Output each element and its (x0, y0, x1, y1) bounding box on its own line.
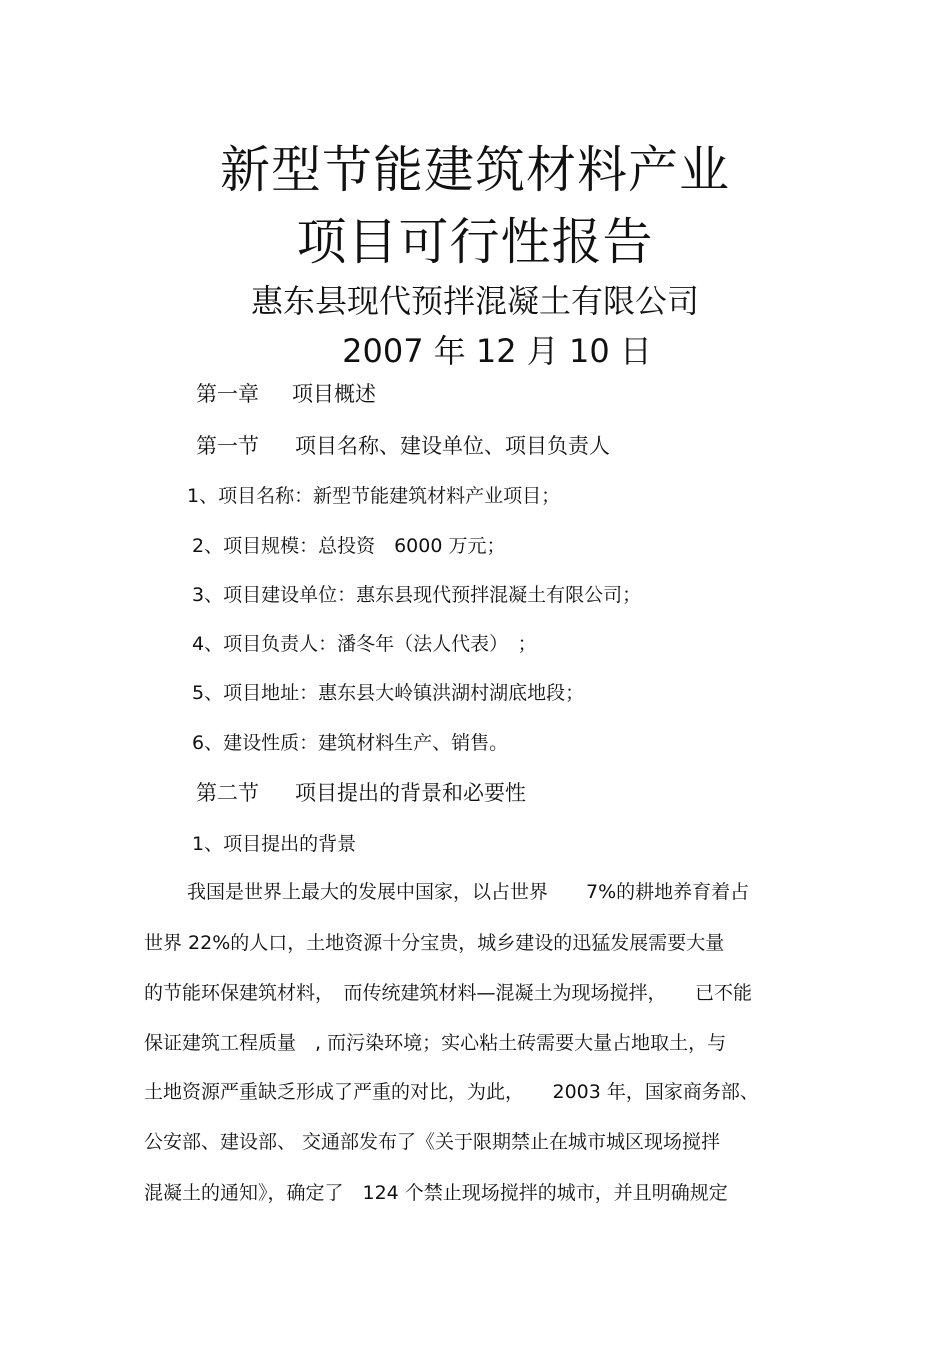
project-item-4: 4、项目负责人：潘冬年（法人代表） ； (192, 633, 537, 655)
section-number: 第一节 (196, 434, 259, 458)
section-heading-1 (196, 430, 610, 460)
project-item-6: 6、建设性质：建筑材料生产、销售。 (192, 732, 509, 754)
project-item-3: 3、项目建设单位：惠东县现代预拌混凝土有限公司； (192, 584, 642, 606)
body-line: 公安部、建设部、 交通部发布了《关于限期禁止在城市城区现场搅拌 (144, 1131, 721, 1153)
section-title: 项目名称、建设单位、项目负责人 (295, 434, 610, 458)
chapter-title: 项目概述 (292, 382, 376, 406)
company-name: 惠东县现代预拌混凝土有限公司 (250, 282, 699, 320)
subheading-background: 1、项目提出的背景 (192, 833, 357, 855)
section-title: 项目提出的背景和必要性 (295, 781, 526, 805)
document-title-line2: 项目可行性报告 (296, 213, 654, 271)
body-line: 的节能环保建筑材料， 而传统建筑材料—混凝土为现场搅拌， 已不能 (144, 982, 753, 1004)
project-item-2: 2、项目规模：总投资 6000 万元； (192, 535, 506, 557)
body-line: 保证建筑工程质量 , 而污染环境；实心粘土砖需要大量占地取土，与 (144, 1032, 727, 1054)
body-line: 我国是世界上最大的发展中国家，以占世界 7%的耕地养育着占 (187, 881, 750, 903)
section-heading-2 (196, 777, 526, 807)
document-date: 2007 年 12 月 10 日 (342, 332, 652, 370)
body-line: 世界 22%的人口，土地资源十分宝贵，城乡建设的迅猛发展需要大量 (144, 932, 725, 954)
project-item-1: 1、项目名称：新型节能建筑材料产业项目； (187, 485, 561, 507)
project-item-5: 5、项目地址：惠东县大岭镇洪湖村湖底地段； (192, 682, 585, 704)
body-line: 土地资源严重缺乏形成了严重的对比，为此， 2003 年，国家商务部、 (144, 1081, 759, 1103)
chapter-heading (196, 378, 376, 408)
document-title-line1: 新型节能建筑材料产业 (220, 141, 730, 199)
body-line: 混凝土的通知》，确定了 124 个禁止现场搅拌的城市，并且明确规定 (144, 1182, 728, 1204)
chapter-number: 第一章 (196, 382, 259, 406)
section-number: 第二节 (196, 781, 259, 805)
